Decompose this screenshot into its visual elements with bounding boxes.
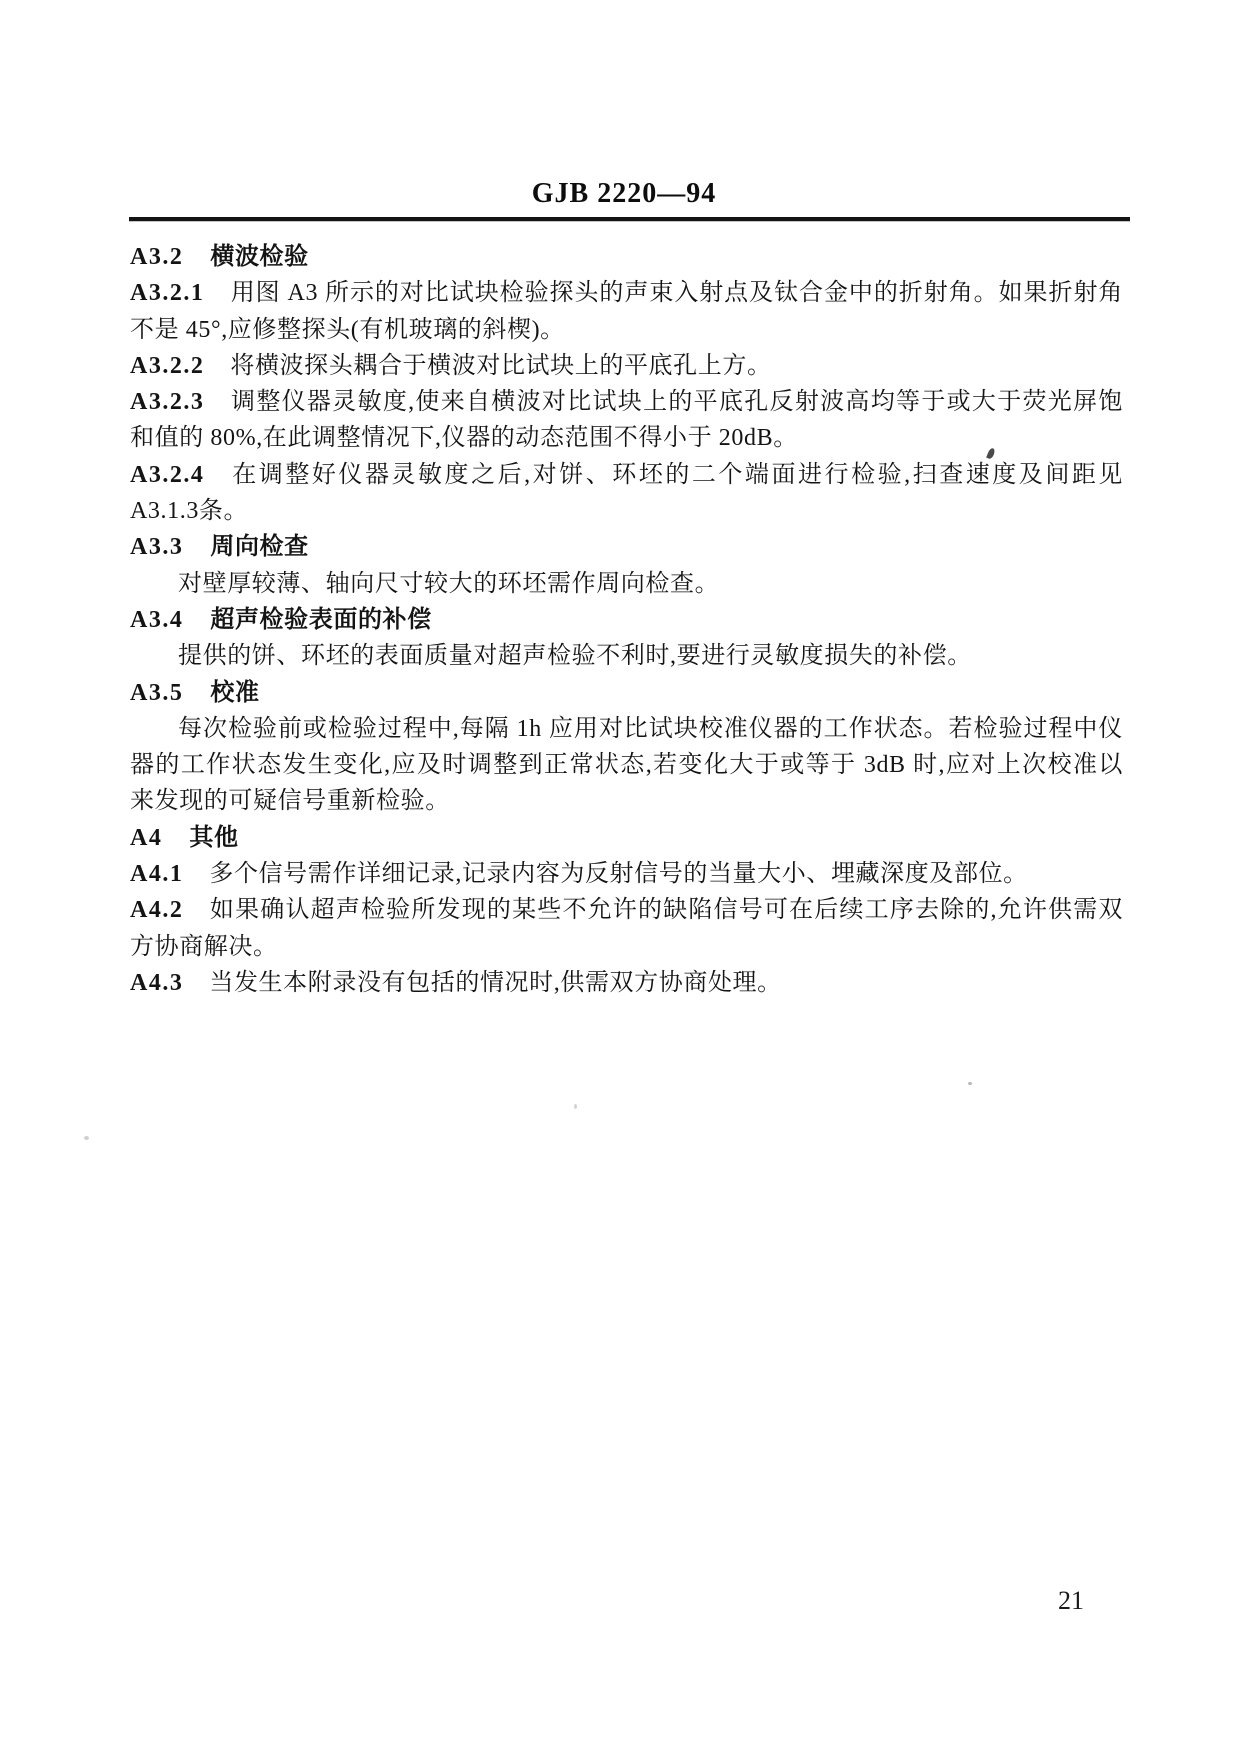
clause-number: A3.2.4 xyxy=(130,461,205,488)
paragraph-a3-3 xyxy=(130,566,1123,602)
section-number: A3.4 xyxy=(130,606,184,633)
clause-text: 多个信号需作详细记录,记录内容为反射信号的当量大小、埋藏深度及部位。 xyxy=(209,861,1028,888)
paragraph-text: 器的工作状态发生变化,应及时调整到正常状态,若变化大于或等于 3dB 时,应对上次校准以 xyxy=(130,752,1123,779)
section-title: 其他 xyxy=(189,824,239,851)
clause-number: A4.1 xyxy=(130,861,184,888)
section-heading-a3-2 xyxy=(130,239,1123,275)
clause-a3-2-4-line-2 xyxy=(130,493,1123,529)
clause-a3-2-3-line-2 xyxy=(130,420,1123,456)
section-number: A3.2 xyxy=(130,244,184,270)
clause-a3-2-1-line-2 xyxy=(130,312,1123,348)
section-number: A3.5 xyxy=(130,679,184,706)
clause-text: A3.1.3条。 xyxy=(130,498,249,525)
section-title: 周向检查 xyxy=(210,534,309,561)
section-heading-a3-3 xyxy=(130,529,1123,565)
clause-a4-1-line-1 xyxy=(130,856,1123,892)
clause-text: 如果确认超声检验所发现的某些不允许的缺陷信号可在后续工序去除的,允许供需双 xyxy=(209,897,1123,924)
paragraph-text: 对壁厚较薄、轴向尺寸较大的环坯需作周向检查。 xyxy=(178,570,720,597)
section-title: 横波检验 xyxy=(210,244,309,270)
clause-text: 在调整好仪器灵敏度之后,对饼、环坯的二个端面进行检验,扫查速度及间距见 xyxy=(230,461,1123,488)
clause-a4-3-line-1 xyxy=(130,965,1123,1001)
clause-a4-2-line-2 xyxy=(130,929,1123,965)
clause-text: 和值的 80%,在此调整情况下,仪器的动态范围不得小于 20dB。 xyxy=(130,425,798,452)
clause-text: 将横波探头耦合于横波对比试块上的平底孔上方。 xyxy=(230,352,772,379)
page-number: 21 xyxy=(1058,1586,1084,1615)
clause-number: A4.2 xyxy=(130,897,184,924)
header-rule xyxy=(129,217,1130,221)
paragraph-text: 来发现的可疑信号重新检验。 xyxy=(130,788,450,815)
paragraph-a3-5-line-2 xyxy=(130,747,1123,783)
clause-a3-2-4-line-1 xyxy=(130,457,1123,493)
section-heading-a3-5 xyxy=(130,675,1123,711)
clause-text: 调整仪器灵敏度,使来自横波对比试块上的平底孔反射波高均等于或大于荧光屏饱 xyxy=(230,389,1123,416)
paragraph-a3-4 xyxy=(130,638,1123,674)
clause-a4-2-line-1 xyxy=(130,892,1123,928)
clause-text: 当发生本附录没有包括的情况时,供需双方协商处理。 xyxy=(209,969,782,996)
clause-text: 不是 45°,应修整探头(有机玻璃的斜楔)。 xyxy=(130,316,565,343)
document-body xyxy=(130,239,1123,1001)
section-heading-a3-4 xyxy=(130,602,1123,638)
clause-a3-2-1-line-1 xyxy=(130,275,1123,311)
clause-number: A3.2.1 xyxy=(130,280,205,307)
scan-artifact xyxy=(84,1136,89,1140)
section-heading-a4 xyxy=(130,820,1123,856)
section-title: 校准 xyxy=(210,679,260,706)
clause-number: A3.2.2 xyxy=(130,352,205,379)
clause-text: 用图 A3 所示的对比试块检验探头的声束入射点及钛合金中的折射角。如果折射角 xyxy=(230,280,1123,307)
standard-code-header: GJB 2220—94 xyxy=(531,178,717,209)
paragraph-a3-5-line-1 xyxy=(130,711,1123,747)
scan-artifact xyxy=(574,1104,577,1109)
scan-artifact xyxy=(968,1082,972,1085)
section-number: A4 xyxy=(130,824,163,851)
clause-a3-2-3-line-1 xyxy=(130,384,1123,420)
clause-a3-2-2-line-1 xyxy=(130,348,1123,384)
paragraph-text: 提供的饼、环坯的表面质量对超声检验不利时,要进行灵敏度损失的补偿。 xyxy=(178,643,972,670)
clause-number: A4.3 xyxy=(130,969,184,996)
section-title: 超声检验表面的补偿 xyxy=(210,606,432,633)
paragraph-a3-5-line-3 xyxy=(130,783,1123,819)
paragraph-text: 每次检验前或检验过程中,每隔 1h 应用对比试块校准仪器的工作状态。若检验过程中仪 xyxy=(178,715,1123,742)
section-number: A3.3 xyxy=(130,534,184,561)
clause-number: A3.2.3 xyxy=(130,389,205,416)
clause-text: 方协商解决。 xyxy=(130,933,278,960)
